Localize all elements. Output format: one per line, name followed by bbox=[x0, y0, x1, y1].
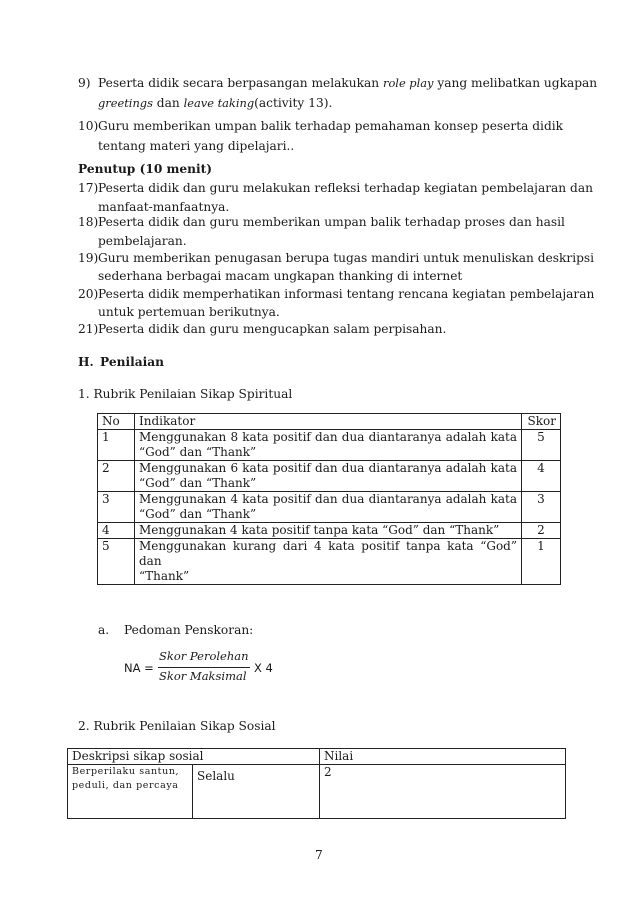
penutup-item-number: 20) bbox=[78, 287, 99, 301]
row-no: 3 bbox=[98, 492, 135, 523]
formula-denominator: Skor Maksimal bbox=[159, 669, 247, 683]
section-letter: H. bbox=[78, 355, 94, 369]
row-indikator: Menggunakan 6 kata positif dan dua diantaranya adalah kata “God” dan “Thank” bbox=[135, 461, 522, 492]
penutup-item-number: 21) bbox=[78, 322, 99, 336]
penutup-item-line: untuk pertemuan berikutnya. bbox=[98, 305, 280, 319]
formula-lhs: NA = bbox=[124, 661, 154, 675]
header-no: No bbox=[98, 414, 135, 430]
activity-number: 9) bbox=[78, 76, 91, 90]
penutup-item-number: 18) bbox=[78, 215, 99, 229]
row-no: 2 bbox=[98, 461, 135, 492]
row-skor: 4 bbox=[522, 461, 561, 492]
table-row bbox=[98, 461, 561, 492]
rubric1-table bbox=[97, 413, 561, 585]
penutup-item-number: 17) bbox=[78, 181, 99, 195]
row-indikator: Menggunakan 4 kata positif tanpa kata “God” dan “Thank” bbox=[135, 523, 522, 539]
table-row bbox=[98, 430, 561, 461]
row-indikator: Menggunakan 4 kata positif dan dua diantaranya adalah kata “God” dan “Thank” bbox=[135, 492, 522, 523]
penutup-item-line: Peserta didik dan guru memberikan umpan balik terhadap proses dan hasil bbox=[98, 215, 565, 229]
na-formula bbox=[124, 648, 284, 688]
header-nilai: Nilai bbox=[320, 749, 566, 765]
activity-line: Peserta didik secara berpasangan melakukan role play yang melibatkan ugkapan bbox=[98, 76, 598, 90]
activity-number: 10) bbox=[78, 119, 99, 133]
rubric1-title: 1. Rubrik Penilaian Sikap Spiritual bbox=[78, 387, 293, 401]
row-no: 5 bbox=[98, 539, 135, 585]
row-indikator: Menggunakan 8 kata positif dan dua diantaranya adalah kata “God” dan “Thank” bbox=[135, 430, 522, 461]
header-skor: Skor bbox=[522, 414, 561, 430]
penutup-item-line: sederhana berbagai macam ungkapan thanking di internet bbox=[98, 269, 463, 283]
row-nilai: 2 bbox=[320, 765, 566, 819]
activity-line: greetings dan leave taking(activity 13). bbox=[98, 96, 333, 110]
header-indikator: Indikator bbox=[135, 414, 522, 430]
pedoman-title: Pedoman Penskoran: bbox=[124, 623, 254, 637]
penutup-item-line: Peserta didik dan guru melakukan refleksi terhadap kegiatan pembelajaran dan bbox=[98, 181, 593, 195]
row-no: 4 bbox=[98, 523, 135, 539]
table-row bbox=[68, 765, 566, 819]
penutup-item-line: pembelajaran. bbox=[98, 234, 187, 248]
penutup-item-line: Guru memberikan penugasan berupa tugas mandiri untuk menuliskan deskripsi bbox=[98, 251, 595, 265]
formula-rhs: X 4 bbox=[254, 661, 273, 675]
pedoman-label: a. bbox=[98, 623, 110, 637]
fraction-bar bbox=[158, 667, 250, 668]
penutup-item-line: manfaat-manfaatnya. bbox=[98, 200, 230, 214]
table-row bbox=[98, 492, 561, 523]
penutup-item-line: Peserta didik memperhatikan informasi tentang rencana kegiatan pembelajaran bbox=[98, 287, 595, 301]
row-skor: 1 bbox=[522, 539, 561, 585]
activity-line: tentang materi yang dipelajari.. bbox=[98, 139, 295, 153]
row-level: Selalu bbox=[193, 765, 320, 819]
row-no: 1 bbox=[98, 430, 135, 461]
row-indikator: Menggunakan kurang dari 4 kata positif tanpa kata “God” dan “Thank” bbox=[135, 539, 522, 585]
table-row bbox=[98, 523, 561, 539]
row-skor: 3 bbox=[522, 492, 561, 523]
rubric2-table bbox=[67, 748, 566, 819]
table-row bbox=[98, 539, 561, 585]
formula-numerator: Skor Perolehan bbox=[159, 649, 249, 663]
activity-line: Guru memberikan umpan balik terhadap pemahaman konsep peserta didik bbox=[98, 119, 564, 133]
page-number: 7 bbox=[315, 848, 323, 862]
penutup-item-line: Peserta didik dan guru mengucapkan salam perpisahan. bbox=[98, 322, 447, 336]
row-deskripsi: Berperilaku santun, peduli, dan percaya bbox=[68, 765, 193, 819]
penutup-item-number: 19) bbox=[78, 251, 99, 265]
row-skor: 5 bbox=[522, 430, 561, 461]
penutup-heading: Penutup (10 menit) bbox=[78, 162, 213, 176]
rubric2-title: 2. Rubrik Penilaian Sikap Sosial bbox=[78, 719, 276, 733]
section-title: Penilaian bbox=[100, 355, 164, 369]
table-header-row bbox=[98, 414, 561, 430]
header-deskripsi: Deskripsi sikap sosial bbox=[68, 749, 320, 765]
row-skor: 2 bbox=[522, 523, 561, 539]
table-header-row bbox=[68, 749, 566, 765]
